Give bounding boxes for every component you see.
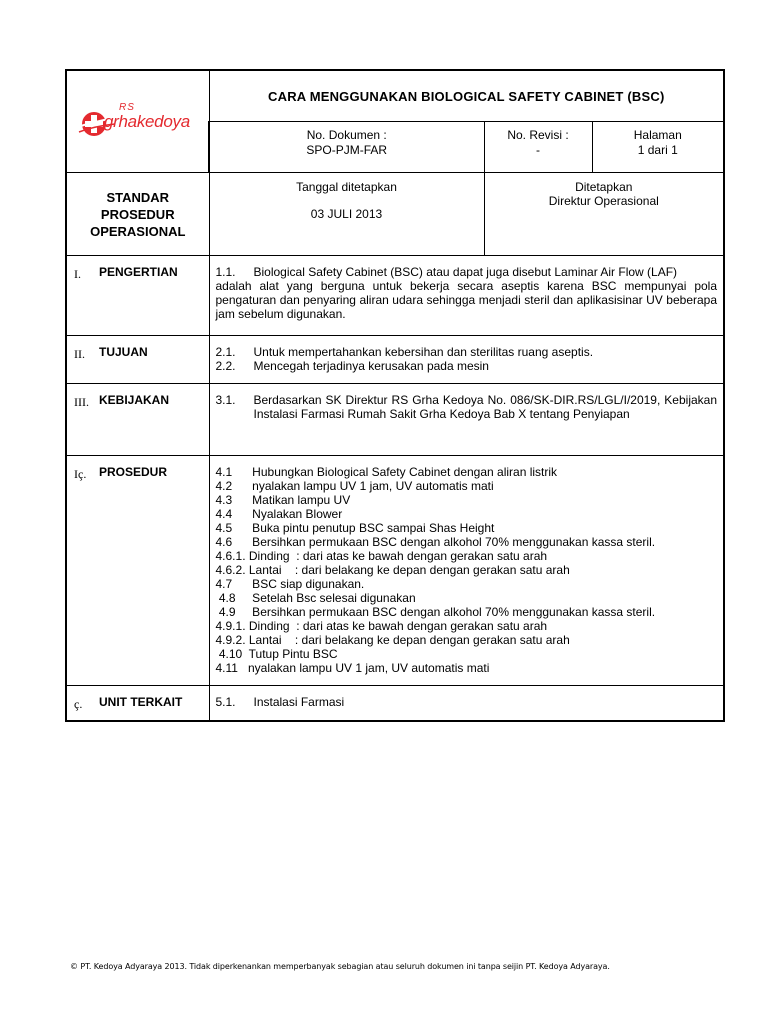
page-cell [592,122,724,173]
item-text: Instalasi Farmasi [253,695,345,709]
procedure-step: 4.7 BSC siap digunakan. [215,577,365,591]
date-label: Tanggal ditetapkan [296,180,397,194]
section-5-content [209,686,724,722]
section-2-content [209,336,724,384]
sop-table [65,69,725,722]
section-number: ç. [74,697,83,711]
item-number: 3.1. [215,393,236,407]
list-item [216,695,718,709]
procedure-step: 4.9 Bersihkan permukaan BSC dengan alkohol 70% menggunakan kassa steril. [215,605,656,619]
section-title: KEBIJAKAN [99,393,170,407]
section-number: II. [74,347,85,361]
section-3-content [209,384,724,456]
section-1-head [66,256,209,336]
sop-line-1: STANDAR [106,189,170,205]
list-item [216,345,718,359]
item-text-rest: adalah alat yang berguna untuk bekerja secara aseptis karena BSC mempunyai pola pengaturan dan penyaring aliran udara sehingga menjadi steril dan aplikasisinar UV beberapa jam sebelum digunakan. [215,279,718,321]
procedure-step: 4.4 Nyalakan Blower [215,507,343,521]
sop-heading [66,173,209,256]
section-number: III. [74,395,89,409]
procedure-step: 4.5 Buka pintu penutup BSC sampai Shas Height [215,521,495,535]
page-label: Halaman [633,128,682,142]
procedure-step: 4.6.2. Lantai : dari belakang ke depan dengan gerakan satu arah [215,563,570,577]
item-number: 5.1. [215,695,236,709]
section-title: PENGERTIAN [99,265,178,279]
logo-rs: RS [119,101,135,113]
procedure-step: 4.1 Hubungkan Biological Safety Cabinet dengan aliran listrik [215,465,558,479]
section-1-content [209,256,724,336]
section-3-head [66,384,209,456]
logo-name [104,112,190,132]
procedure-step: 4.6 Bersihkan permukaan BSC dengan alkohol 70% menggunakan kassa steril. [215,535,656,549]
approval-by: Direktur Operasional [548,194,659,208]
date-cell [209,173,484,256]
list-item [216,393,718,421]
hospital-logo [75,102,207,142]
date-value: 03 JULI 2013 [310,207,383,221]
section-number: Iç. [74,467,87,481]
item-number: 2.2. [215,359,236,373]
procedure-step: 4.2 nyalakan lampu UV 1 jam, UV automatis mati [215,479,494,493]
procedure-step: 4.6.1. Dinding : dari atas ke bawah dengan gerakan satu arah [215,549,548,563]
item-number: 2.1. [215,345,236,359]
page-value: 1 dari 1 [637,143,678,157]
section-title: PROSEDUR [99,465,168,479]
approval-label: Ditetapkan [575,180,633,194]
revision-label: No. Revisi : [507,128,569,142]
revision-value: - [536,143,540,157]
copyright-footer: © PT. Kedoya Adyaraya 2013. Tidak diperkenankan memperbanyak sebagian atau seluruh dokumen ini tanpa seijin PT. Kedoya Adyaraya. [70,962,610,971]
section-5-head [66,686,209,722]
procedure-step: 4.10 Tutup Pintu BSC [215,647,338,661]
procedure-step: 4.9.2. Lantai : dari belakang ke depan dengan gerakan satu arah [215,633,570,647]
item-text-first: Biological Safety Cabinet (BSC) atau dapat juga disebut Laminar Air Flow (LAF) [253,265,678,279]
doc-number-label: No. Dokumen : [306,128,387,142]
section-title: TUJUAN [99,345,148,359]
list-item [216,359,718,373]
doc-number-cell [209,122,484,173]
logo-name-part2: kedoya [136,111,190,131]
document-title: CARA MENGGUNAKAN BIOLOGICAL SAFETY CABINET (BSC) [209,70,724,122]
procedure-step: 4.8 Setelah Bsc selesai digunakan [215,591,416,605]
sop-document [65,69,723,722]
section-2-head [66,336,209,384]
item-text: Berdasarkan SK Direktur RS Grha Kedoya No. 086/SK-DIR.RS/LGL/I/2019, Kebijakan Instalasi Farmasi Rumah Sakit Grha Kedoya Bab X tentang Penyiapan [253,393,718,421]
procedure-step: 4.11 nyalakan lampu UV 1 jam, UV automatis mati [215,661,490,675]
procedure-step: 4.9.1. Dinding : dari atas ke bawah dengan gerakan satu arah [215,619,548,633]
revision-cell [484,122,592,173]
approval-cell [484,173,724,256]
sop-line-3: OPERASIONAL [90,223,186,239]
procedure-step: 4.3 Matikan lampu UV [215,493,351,507]
section-4-head [66,456,209,686]
item-number: 1.1. [215,265,236,279]
section-number: I. [74,267,81,281]
sop-line-2: PROSEDUR [100,206,175,222]
section-4-content [209,456,724,686]
logo-name-part1: grha [104,111,137,131]
logo-cell [66,70,209,173]
section-title: UNIT TERKAIT [99,695,183,709]
item-text: Mencegah terjadinya kerusakan pada mesin [253,359,489,373]
item-text: Untuk mempertahankan kebersihan dan sterilitas ruang aseptis. [253,345,594,359]
list-item [216,265,718,279]
doc-number-value: SPO-PJM-FAR [306,143,388,157]
